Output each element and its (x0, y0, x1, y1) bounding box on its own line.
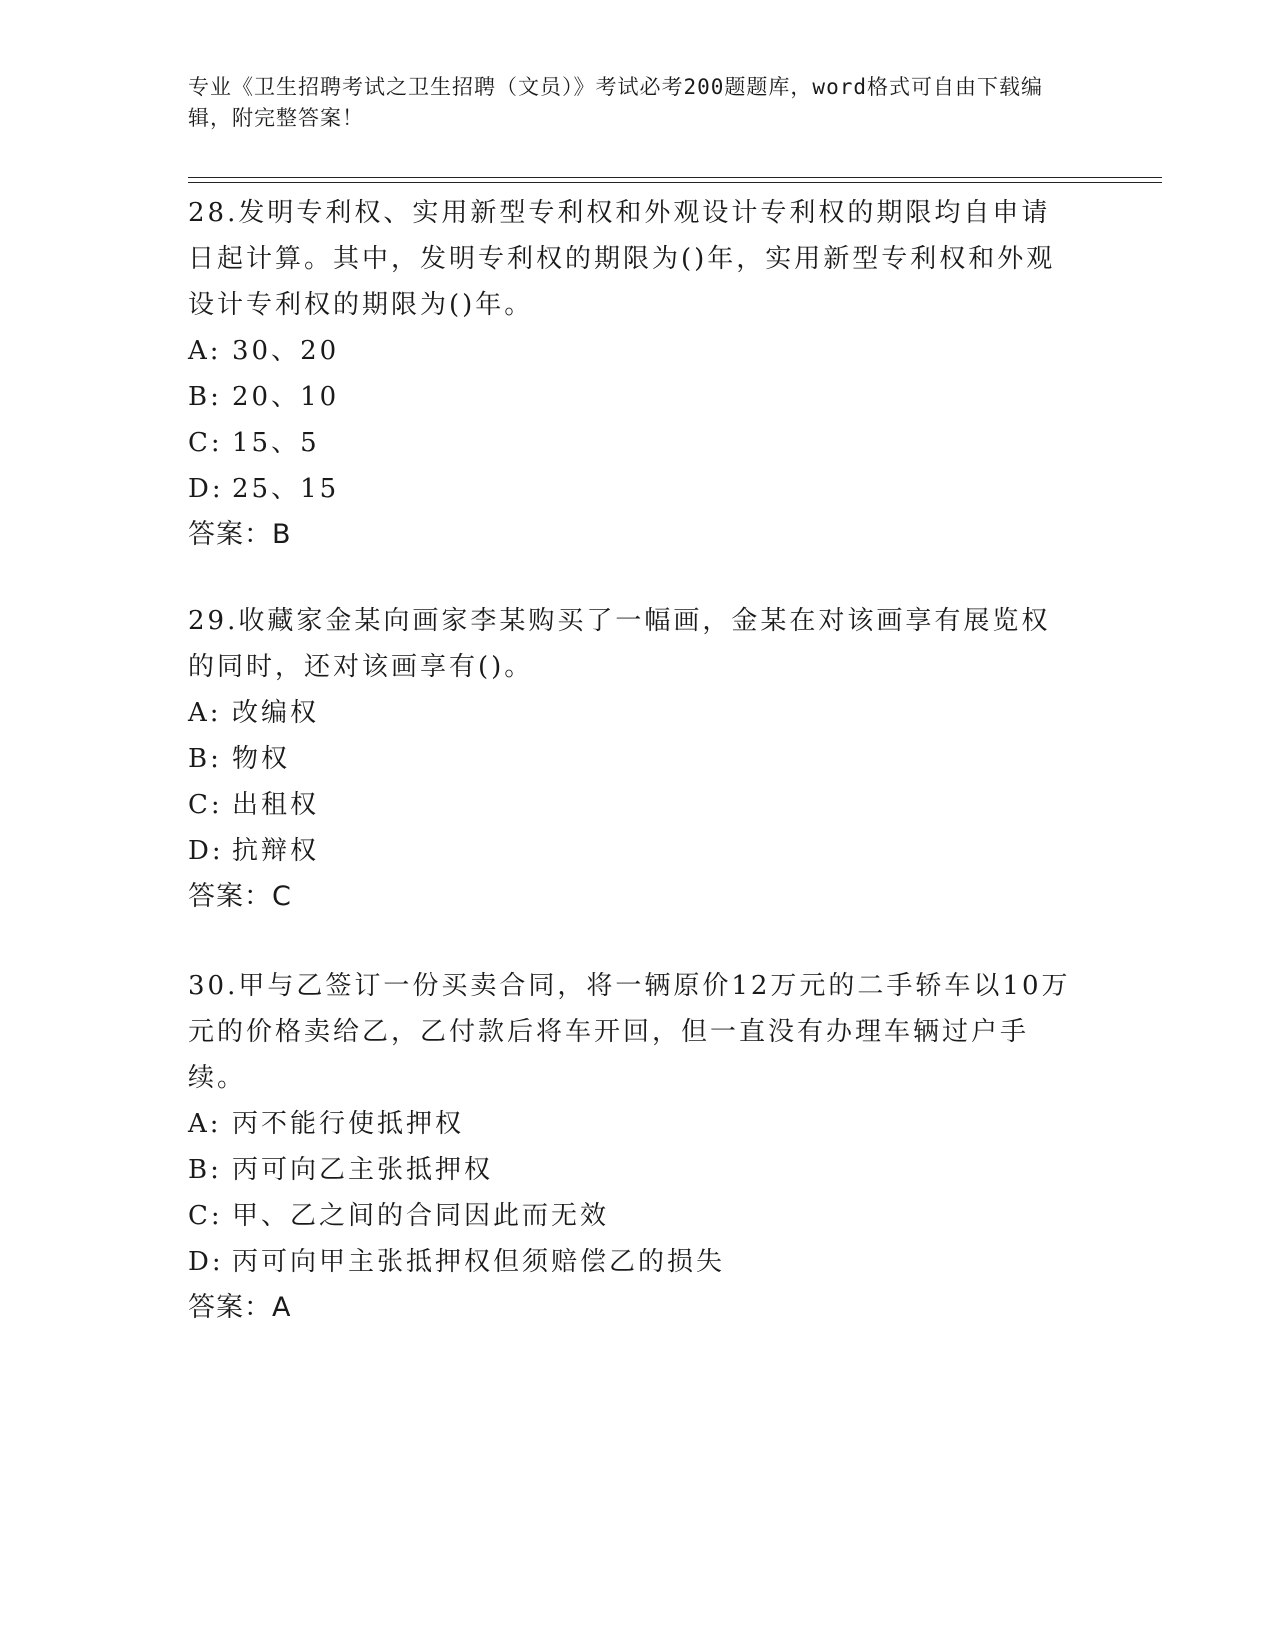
option-key: B: (188, 744, 222, 774)
option-text: 丙不能行使抵押权 (232, 1109, 465, 1139)
header-divider-top (188, 177, 1162, 178)
answer-line: 答案：C (188, 881, 292, 912)
option-d (188, 828, 1078, 874)
answer-line: 答案：A (188, 1292, 292, 1323)
option-text: 出租权 (232, 790, 320, 820)
question-stem: 28.发明专利权、实用新型专利权和外观设计专利权的期限均自申请日起计算。其中，发明专利权的期限为()年，实用新型专利权和外观设计专利权的期限为()年。 (188, 198, 1056, 320)
option-key: D: (188, 1247, 224, 1277)
option-d (188, 1239, 1078, 1285)
question-28 (188, 190, 1078, 558)
option-c (188, 1193, 1078, 1239)
option-a (188, 690, 1078, 736)
option-text: 25、15 (232, 474, 340, 504)
option-text: 物权 (232, 744, 291, 774)
question-30 (188, 963, 1078, 1331)
option-text: 改编权 (232, 698, 320, 728)
option-text: 抗辩权 (232, 836, 320, 866)
question-29 (188, 598, 1078, 920)
option-key: C: (188, 1201, 223, 1231)
option-b (188, 374, 1078, 420)
option-key: C: (188, 790, 223, 820)
option-text: 20、10 (232, 382, 340, 412)
option-key: A: (188, 336, 222, 366)
option-key: D: (188, 836, 224, 866)
option-key: A: (188, 1109, 222, 1139)
option-text: 15、5 (232, 428, 320, 458)
option-key: D: (188, 474, 224, 504)
option-c (188, 420, 1078, 466)
option-b (188, 1147, 1078, 1193)
option-text: 30、20 (232, 336, 340, 366)
option-d (188, 466, 1078, 512)
option-a (188, 1101, 1078, 1147)
option-text: 丙可向甲主张抵押权但须赔偿乙的损失 (232, 1247, 726, 1277)
document-header: 专业《卫生招聘考试之卫生招聘（文员）》考试必考200题题库，word格式可自由下载编辑，附完整答案！ (188, 75, 1043, 130)
answer-line: 答案：B (188, 519, 292, 550)
option-c (188, 782, 1078, 828)
option-b (188, 736, 1078, 782)
option-key: B: (188, 1155, 222, 1185)
option-text: 甲、乙之间的合同因此而无效 (232, 1201, 610, 1231)
question-stem: 30.甲与乙签订一份买卖合同，将一辆原价12万元的二手轿车以10万元的价格卖给乙，乙付款后将车开回，但一直没有办理车辆过户手续。 (188, 971, 1071, 1093)
option-key: B: (188, 382, 222, 412)
option-key: C: (188, 428, 223, 458)
option-a (188, 328, 1078, 374)
question-stem: 29.收藏家金某向画家李某购买了一幅画，金某在对该画享有展览权的同时，还对该画享有()。 (188, 606, 1051, 682)
option-key: A: (188, 698, 222, 728)
option-text: 丙可向乙主张抵押权 (232, 1155, 494, 1185)
header-divider-bottom (188, 182, 1162, 183)
